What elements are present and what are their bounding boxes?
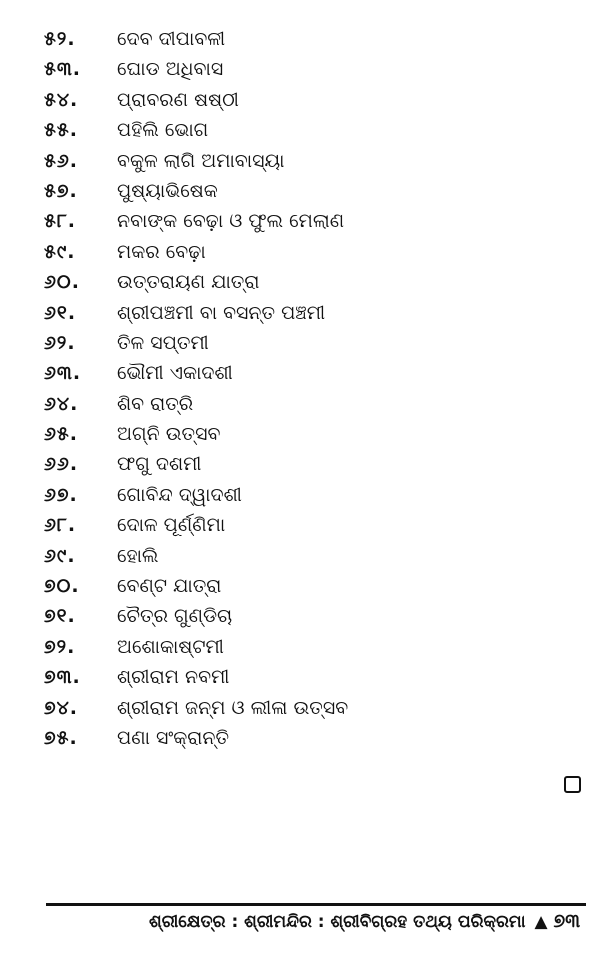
item-title: ଫଗୁ ଦଶମୀ xyxy=(117,453,202,476)
item-number: ୬୧. xyxy=(44,301,77,324)
item-number: ୬୮. xyxy=(44,514,77,537)
item-number: ୫୭. xyxy=(44,179,78,202)
item-number: ୫୬. xyxy=(44,149,79,172)
item-number: ୭୪. xyxy=(44,696,79,719)
contents-item xyxy=(0,330,600,360)
contents-item xyxy=(0,148,600,178)
contents-list xyxy=(0,26,600,755)
item-title: ବକୁଳ ଲାଗି ଅମାବାସ୍ୟା xyxy=(117,149,285,172)
contents-item xyxy=(0,360,600,390)
item-title: ପହିଲି ଭୋଗ xyxy=(117,119,209,142)
item-title: ତିଳ ସପ୍ତମୀ xyxy=(117,331,209,354)
contents-item xyxy=(0,603,600,633)
contents-item xyxy=(0,634,600,664)
item-title: ଦେବ ଦୀପାବଳୀ xyxy=(117,28,226,50)
item-number: ୬୭. xyxy=(44,483,78,506)
item-title: ଦୋଳ ପୂର୍ଣ୍ଣିମା xyxy=(117,514,226,537)
item-number: ୭୫. xyxy=(44,726,78,749)
item-number: ୬୫. xyxy=(44,423,79,446)
item-number: ୫୫. xyxy=(44,119,78,142)
item-title: ଘୋଡ ଅଧିବାସ xyxy=(117,58,224,81)
item-title: ଅଗ୍ନି ଉତ୍ସବ xyxy=(117,423,221,446)
item-title: ହୋଲି xyxy=(117,544,159,567)
contents-item xyxy=(0,117,600,147)
contents-item xyxy=(0,208,600,238)
contents-item xyxy=(0,178,600,208)
item-number: ୭୩. xyxy=(44,666,81,689)
item-number: ୫୯. xyxy=(44,240,76,263)
item-number: ୭୦. xyxy=(44,575,80,598)
item-title: ବେଣ୍ଟ ଯାତ୍ରା xyxy=(117,575,222,598)
contents-item xyxy=(0,56,600,86)
item-number: ୬୬. xyxy=(44,453,79,476)
contents-item xyxy=(0,239,600,269)
item-title: ଶ୍ରୀରାମ ଜନ୍ମ ଓ ଲୀଳା ଉତ୍ସବ xyxy=(117,696,349,719)
item-title: ଭୌମୀ ଏକାଦଶୀ xyxy=(117,362,233,385)
item-title: ଶ୍ରୀରାମ ନବମୀ xyxy=(117,666,230,689)
item-title: ଚୈତ୍ର ଗୁଣ୍ଡିଚା xyxy=(117,605,233,628)
footer-divider xyxy=(46,903,586,906)
item-title: ଉତ୍ତରାୟଣ ଯାତ୍ରା xyxy=(117,271,260,294)
contents-item xyxy=(0,269,600,299)
item-number: ୬୩. xyxy=(44,362,82,385)
item-number: ୭୧. xyxy=(44,605,76,628)
page-number: ୭୩ xyxy=(553,910,580,932)
footer-title: ଶ୍ରୀକ୍ଷେତ୍ର : ଶ୍ରୀମନ୍ଦିର : ଶ୍ରୀବିଗ୍ରହ ତଥ୍ୟ ପରିକ୍ରମା xyxy=(149,912,526,932)
item-number: ୫୮. xyxy=(44,210,76,233)
item-title: ପଣା ସଂକ୍ରାନ୍ତି xyxy=(117,726,230,749)
contents-item xyxy=(0,725,600,755)
item-title: ନବାଙ୍କ ବେଢ଼ା ଓ ଫୁଲ ମେଲାଣ xyxy=(117,210,345,233)
item-title: ମକର ବେଢ଼ା xyxy=(117,240,206,263)
contents-item xyxy=(0,87,600,117)
item-number: ୬୦. xyxy=(44,271,80,294)
item-number: ୬୪. xyxy=(44,392,79,415)
item-title: ପ୍ରାବରଣ ଷଷ୍ଠୀ xyxy=(117,88,239,111)
item-number: ୭୨. xyxy=(44,635,76,658)
contents-item xyxy=(0,26,600,56)
item-title: ଗୋବିନ୍ଦ ଦ୍ୱାଦଶୀ xyxy=(117,483,242,506)
contents-item xyxy=(0,512,600,542)
item-number: ୬୨. xyxy=(44,331,76,354)
contents-item xyxy=(0,300,600,330)
contents-item xyxy=(0,695,600,725)
item-number: ୫୨. xyxy=(44,28,76,50)
contents-item xyxy=(0,391,600,421)
item-title: ଶ୍ରୀପଞ୍ଚମୀ ବା ବସନ୍ତ ପଞ୍ଚମୀ xyxy=(117,301,326,324)
item-number: ୫୪. xyxy=(44,88,79,111)
item-title: ପୁଷ୍ୟାଭିଷେକ xyxy=(117,179,218,202)
triangle-icon: ▲ xyxy=(534,912,548,932)
contents-item xyxy=(0,451,600,481)
contents-item xyxy=(0,664,600,694)
running-footer xyxy=(149,910,580,932)
contents-item xyxy=(0,421,600,451)
end-square-icon xyxy=(564,776,581,793)
item-number: ୬୯. xyxy=(44,544,76,567)
contents-item xyxy=(0,482,600,512)
item-title: ଶିବ ରାତ୍ରି xyxy=(117,392,194,415)
item-title: ଅଶୋକାଷ୍ଟମୀ xyxy=(117,635,224,658)
contents-item xyxy=(0,573,600,603)
item-number: ୫୩. xyxy=(44,58,82,81)
contents-item xyxy=(0,543,600,573)
